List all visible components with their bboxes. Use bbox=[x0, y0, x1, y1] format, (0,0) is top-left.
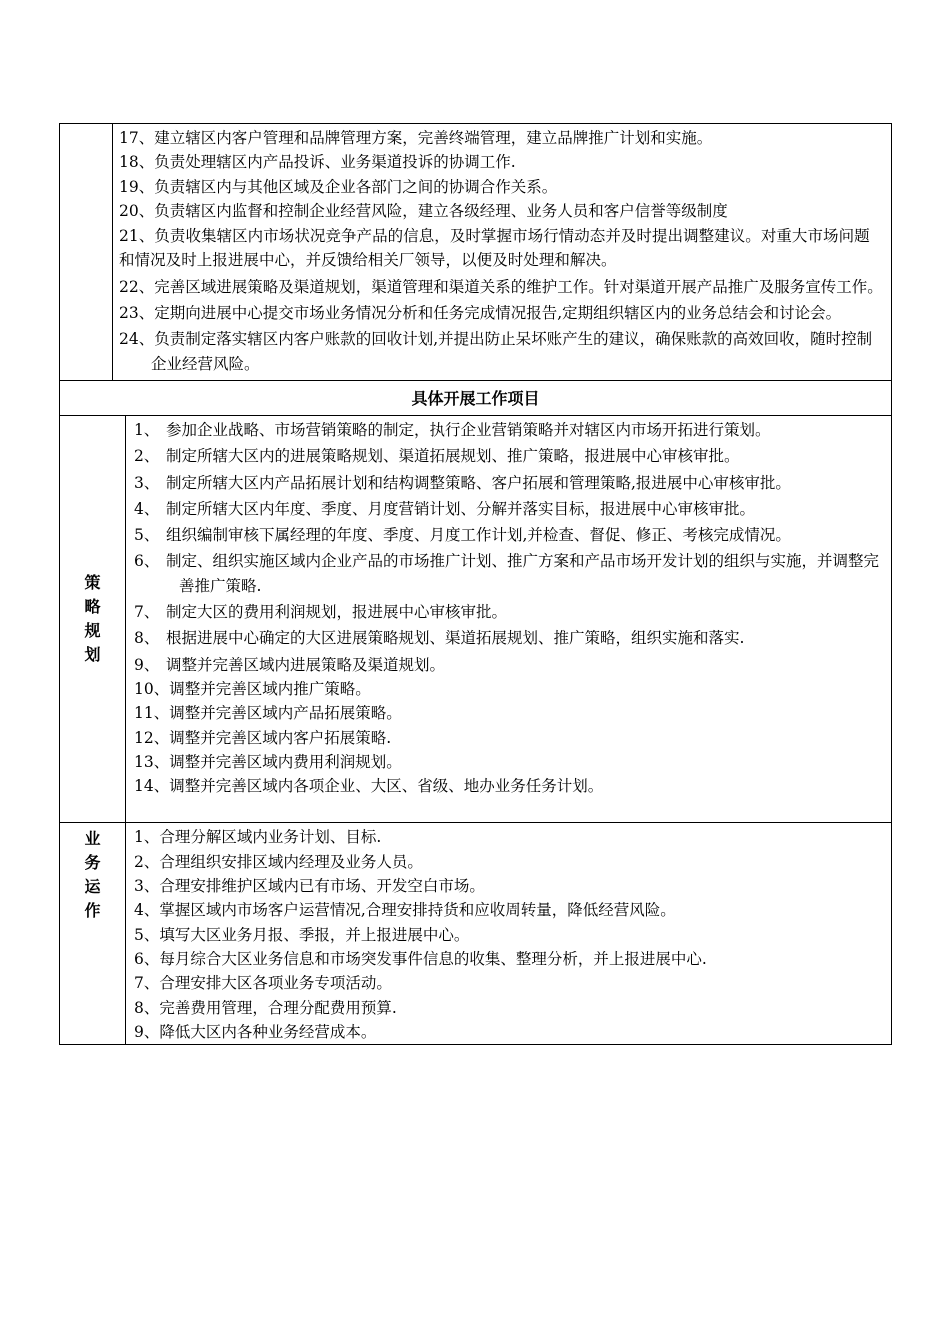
list-item: 3、合理安排维护区域内已有市场、开发空白市场。 bbox=[134, 877, 485, 896]
strategy-label-char: 略 bbox=[84, 597, 101, 617]
list-item: 8、完善费用管理，合理分配费用预算. bbox=[134, 998, 397, 1017]
responsibilities-label-cell bbox=[60, 124, 113, 381]
item-number: 3、 bbox=[134, 473, 160, 492]
list-item: 21、负责收集辖区内市场状况竞争产品的信息，及时掌握市场行情动态并及时提出调整建议。对重大市场问题和情况及时上报进展中心，并反馈给相关厂领导，以便及时处理和解决。 bbox=[119, 227, 870, 270]
operation-label-char: 作 bbox=[84, 901, 101, 921]
operation-label-char: 运 bbox=[84, 877, 101, 897]
item-number: 9、 bbox=[134, 655, 160, 674]
list-item bbox=[134, 497, 885, 521]
list-item: 4、掌握区域内市场客户运营情况,合理安排持货和应收周转量，降低经营风险。 bbox=[134, 901, 676, 920]
item-text: 制定大区的费用利润规划，报进展中心审核审批。 bbox=[166, 603, 508, 622]
item-number: 10、 bbox=[134, 679, 170, 698]
item-number: 1、 bbox=[134, 420, 160, 439]
list-item bbox=[134, 750, 885, 774]
list-item bbox=[134, 677, 885, 701]
list-item: 22、完善区域进展策略及渠道规划，渠道管理和渠道关系的维护工作。针对渠道开展产品推广及服务宣传工作。 bbox=[119, 277, 883, 296]
item-text: 调整并完善区域内客户拓展策略. bbox=[169, 728, 392, 747]
item-number: 4、 bbox=[134, 499, 160, 518]
item-number: 5、 bbox=[134, 526, 160, 545]
operation-label-char: 业 bbox=[84, 829, 101, 849]
item-text: 参加企业战略、市场营销策略的制定，执行企业营销策略并对辖区内市场开拓进行策划。 bbox=[166, 420, 771, 439]
item-text: 制定所辖大区内产品拓展计划和结构调整策略、客户拓展和管理策略,报进展中心审核审批。 bbox=[166, 473, 791, 492]
job-description-table-wrapper bbox=[59, 123, 891, 1045]
list-item bbox=[134, 523, 885, 547]
list-item bbox=[134, 726, 885, 750]
strategy-items-cell bbox=[126, 415, 892, 822]
list-item: 24、负责制定落实辖区内客户账款的回收计划,并提出防止呆坏账产生的建议，确保账款的高效回收，随时控制企业经营风险。 bbox=[119, 330, 873, 373]
list-item: 9、降低大区内各种业务经营成本。 bbox=[134, 1022, 377, 1041]
list-item: 23、定期向进展中心提交市场业务情况分析和任务完成情况报告,定期组织辖区内的业务总结会和讨论会。 bbox=[119, 304, 842, 323]
list-item bbox=[134, 418, 885, 442]
strategy-label-char: 划 bbox=[84, 645, 101, 665]
item-text: 制定、组织实施区域内企业产品的市场推广计划、推广方案和产品市场开发计划的组织与实施，并调整完善推广策略. bbox=[166, 552, 880, 595]
list-item bbox=[134, 774, 885, 798]
list-item: 5、填写大区业务月报、季报，并上报进展中心。 bbox=[134, 925, 470, 944]
list-item bbox=[134, 653, 885, 677]
item-text: 调整并完善区域内产品拓展策略。 bbox=[169, 704, 402, 723]
item-number: 12、 bbox=[134, 728, 170, 747]
item-text: 调整并完善区域内进展策略及渠道规划。 bbox=[166, 655, 446, 674]
strategy-label-char: 规 bbox=[84, 621, 101, 641]
section-title-row bbox=[60, 380, 892, 415]
operation-row bbox=[60, 823, 892, 1045]
item-number: 14、 bbox=[134, 777, 170, 796]
responsibilities-cell bbox=[113, 124, 892, 381]
operation-label-char: 务 bbox=[84, 853, 101, 873]
item-text: 组织编制审核下属经理的年度、季度、月度工作计划,并检查、督促、修正、考核完成情况。 bbox=[166, 526, 791, 545]
item-number: 8、 bbox=[134, 629, 160, 648]
list-item: 2、合理组织安排区域内经理及业务人员。 bbox=[134, 852, 423, 871]
list-item: 20、负责辖区内监督和控制企业经营风险，建立各级经理、业务人员和客户信誉等级制度 bbox=[119, 201, 728, 220]
item-text: 制定所辖大区内年度、季度、月度营销计划、分解并落实目标，报进展中心审核审批。 bbox=[166, 499, 756, 518]
item-text: 调整并完善区域内费用利润规划。 bbox=[169, 752, 402, 771]
strategy-row bbox=[60, 415, 892, 822]
item-number: 13、 bbox=[134, 752, 170, 771]
item-number: 11、 bbox=[134, 704, 170, 723]
strategy-label-char: 策 bbox=[84, 573, 101, 593]
list-item bbox=[134, 701, 885, 725]
list-item bbox=[134, 626, 885, 650]
list-item: 7、合理安排大区各项业务专项活动。 bbox=[134, 974, 392, 993]
list-item bbox=[134, 444, 885, 468]
item-text: 根据进展中心确定的大区进展策略规划、渠道拓展规划、推广策略，组织实施和落实. bbox=[166, 629, 745, 648]
item-number: 6、 bbox=[134, 552, 160, 571]
list-item: 6、每月综合大区业务信息和市场突发事件信息的收集、整理分析，并上报进展中心. bbox=[134, 949, 707, 968]
responsibilities-row bbox=[60, 124, 892, 381]
list-item bbox=[134, 600, 885, 624]
list-item: 17、建立辖区内客户管理和品牌管理方案，完善终端管理，建立品牌推广计划和实施。 bbox=[119, 129, 713, 147]
strategy-label bbox=[60, 415, 126, 822]
item-number: 7、 bbox=[134, 603, 160, 622]
list-item bbox=[134, 549, 885, 598]
item-text: 调整并完善区域内推广策略。 bbox=[169, 679, 371, 698]
section-title: 具体开展工作项目 bbox=[60, 380, 892, 415]
item-text: 制定所辖大区内的进展策略规划、渠道拓展规划、推广策略，报进展中心审核审批。 bbox=[166, 447, 740, 466]
item-text: 调整并完善区域内各项企业、大区、省级、地办业务任务计划。 bbox=[169, 777, 604, 796]
list-item: 1、合理分解区域内业务计划、目标. bbox=[134, 828, 382, 847]
list-item: 19、负责辖区内与其他区域及企业各部门之间的协调合作关系。 bbox=[119, 177, 558, 196]
list-item: 18、负责处理辖区内产品投诉、业务渠道投诉的协调工作. bbox=[119, 153, 516, 172]
job-description-table bbox=[59, 123, 892, 1045]
item-number: 2、 bbox=[134, 447, 160, 466]
operation-label bbox=[60, 823, 126, 1045]
operation-items-cell bbox=[126, 823, 892, 1045]
list-item bbox=[134, 471, 885, 495]
